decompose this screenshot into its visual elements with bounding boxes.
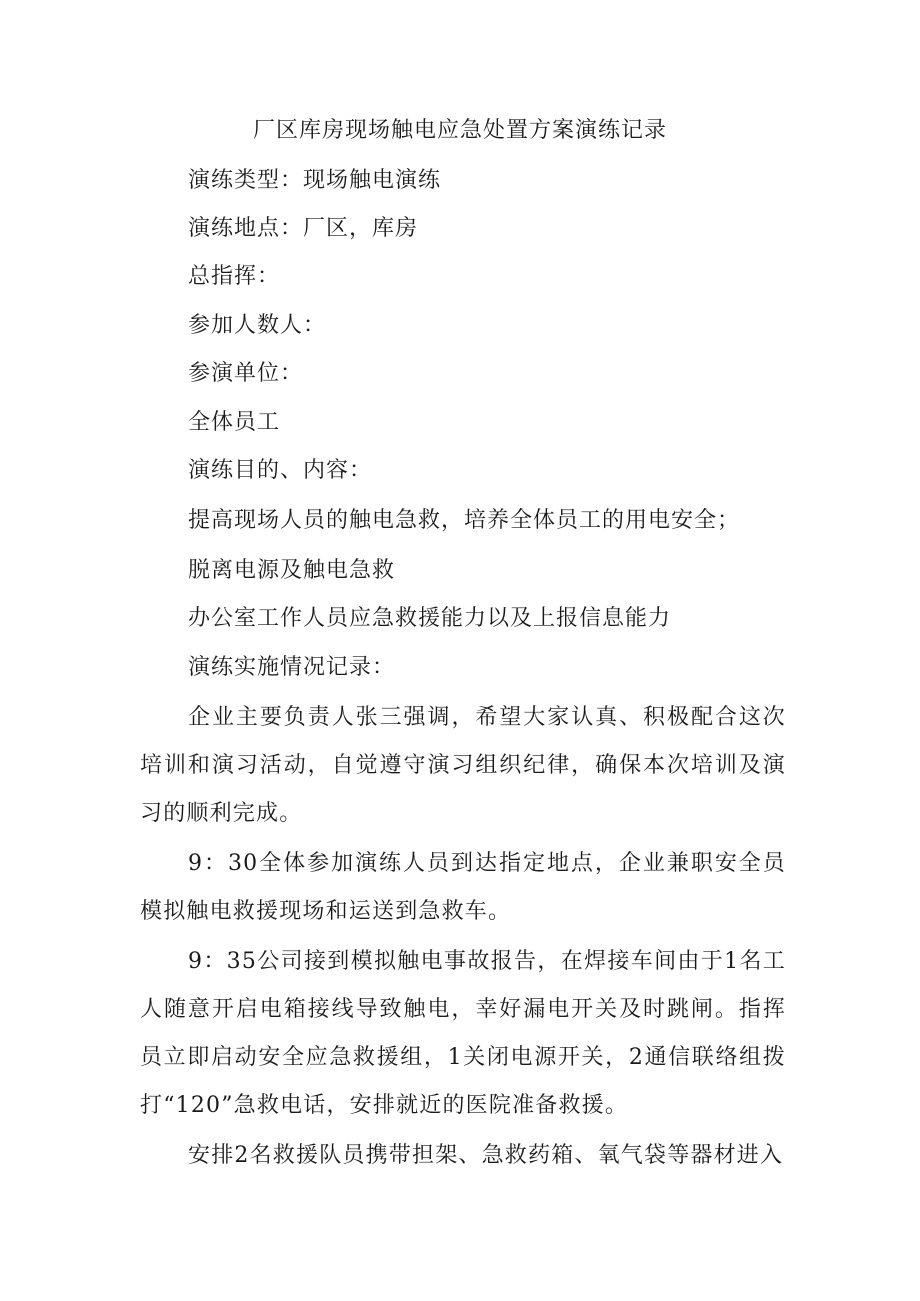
field-participating-units: 参演单位： <box>188 361 304 386</box>
record-paragraph-1: 企业主要负责人张三强调，希望大家认真、积极配合这次培训和演习活动，自觉遵守演习组织纪律，确保本次培训及演习的顺利完成。 <box>140 705 786 826</box>
purpose-item-1: 提高现场人员的触电急救，培养全体员工的用电安全； <box>188 508 741 533</box>
record-paragraph-3: 9：35公司接到模拟触电事故报告，在焊接车间由于1名工人随意开启电箱接线导致触电，幸好漏电开关及时跳闸。指挥员立即启动安全应急救援组，1关闭电源开关，2通信联络组拨打“120”急救电话，安排就近的医院准备救援。 <box>140 949 786 1118</box>
field-commander: 总指挥： <box>188 264 281 289</box>
field-participants-count: 参加人数人： <box>188 313 327 338</box>
field-drill-location: 演练地点：厂区，库房 <box>188 216 419 241</box>
field-drill-type: 演练类型：现场触电演练 <box>188 168 442 193</box>
purpose-item-2: 脱离电源及触电急救 <box>188 558 396 583</box>
record-paragraph-2: 9：30全体参加演练人员到达指定地点，企业兼职安全员模拟触电救援现场和运送到急救车。 <box>140 851 786 924</box>
record-heading: 演练实施情况记录： <box>188 655 396 680</box>
purpose-item-3: 办公室工作人员应急救援能力以及上报信息能力 <box>188 606 672 631</box>
document-title: 厂区库房现场触电应急处置方案演练记录 <box>252 118 667 143</box>
record-paragraph-4: 安排2名救援队员携带担架、急救药箱、氧气袋等器材进入 <box>188 1143 784 1168</box>
field-all-staff: 全体员工 <box>188 410 281 435</box>
purpose-heading: 演练目的、内容： <box>188 458 373 483</box>
